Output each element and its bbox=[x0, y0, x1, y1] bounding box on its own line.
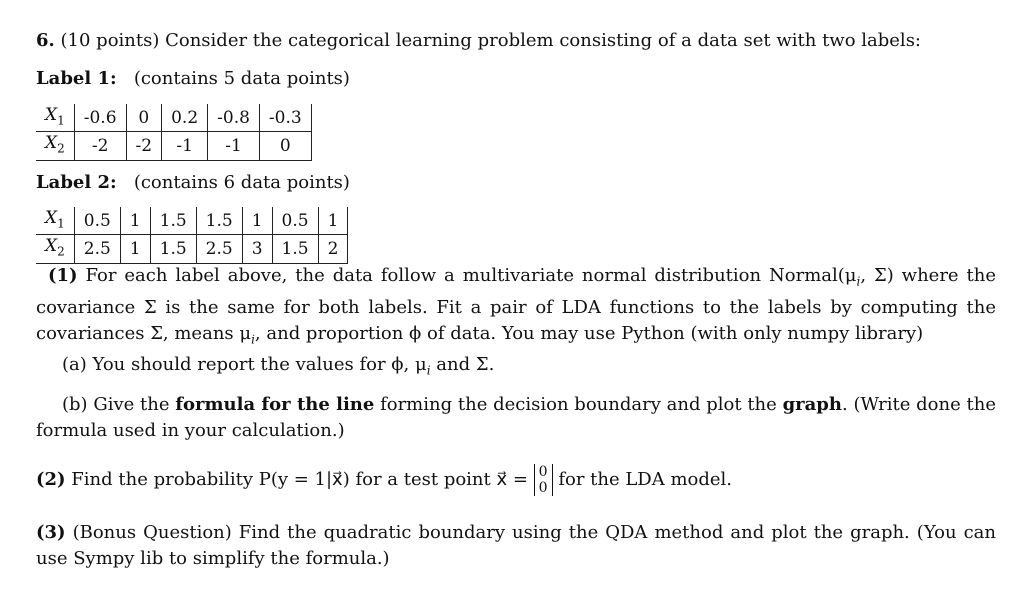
table-cell: 0.5 bbox=[272, 207, 318, 235]
label1-row-x2 bbox=[36, 132, 311, 160]
part1a-end: and Σ. bbox=[430, 354, 495, 375]
label2-row-x1 bbox=[36, 207, 348, 235]
table-cell: 1 bbox=[120, 207, 150, 235]
table-cell: -2 bbox=[74, 132, 126, 160]
table-cell: 1 bbox=[242, 207, 272, 235]
table-cell: 0.2 bbox=[162, 104, 208, 132]
part1b-line2: formula used in your calculation.) bbox=[36, 420, 345, 441]
label1-title: Label 1: bbox=[36, 68, 117, 89]
table-cell: 2.5 bbox=[74, 235, 120, 263]
table-cell: 1.5 bbox=[196, 207, 242, 235]
label1-desc: (contains 5 data points) bbox=[133, 68, 350, 89]
part2-tag: (2) bbox=[36, 469, 66, 490]
part1-line2: covariance Σ is the same for both labels. Fit a pair of LDA functions to the labels by computing the bbox=[36, 296, 996, 318]
label2-row-x2 bbox=[36, 235, 348, 263]
row-header: $X_2$ bbox=[36, 235, 74, 263]
part2-text: Find the probability P(y = 1|x⃗) for a test point x⃗ = bbox=[71, 469, 528, 490]
label2-title: Label 2: bbox=[36, 172, 117, 193]
label1-table bbox=[36, 104, 312, 161]
part1-tag: (1) bbox=[48, 265, 78, 286]
label1-row-x1 bbox=[36, 104, 311, 132]
part2-end: for the LDA model. bbox=[558, 469, 733, 490]
part1b-end: . (Write done the bbox=[841, 394, 996, 415]
label2-desc: (contains 6 data points) bbox=[133, 172, 350, 193]
part3-tag: (3) bbox=[36, 522, 66, 543]
part1b-mid: forming the decision boundary and plot the bbox=[374, 394, 783, 415]
table-cell: -1 bbox=[208, 132, 260, 160]
part1b-bold1: formula for the line bbox=[175, 394, 375, 415]
part1-line3-end: , and proportion ϕ of data. You may use Python (with only numpy library) bbox=[254, 322, 924, 344]
table-cell: 0 bbox=[259, 132, 311, 160]
part1-line3-sub: i bbox=[251, 332, 255, 347]
part1a bbox=[62, 354, 494, 378]
part1-paragraph bbox=[36, 263, 996, 352]
part1b-bold2: graph bbox=[782, 394, 842, 415]
table-cell: 2 bbox=[318, 235, 348, 263]
table-cell: -1 bbox=[162, 132, 208, 160]
label2-table bbox=[36, 207, 348, 264]
question-heading bbox=[36, 30, 921, 51]
vector-top: 0 bbox=[538, 464, 548, 480]
table-cell: 1.5 bbox=[150, 207, 196, 235]
question-number: 6. bbox=[36, 30, 55, 51]
table-cell: -0.6 bbox=[74, 104, 126, 132]
part1-line3: covariances Σ, means μ bbox=[36, 322, 252, 344]
table-cell: 0 bbox=[126, 104, 162, 132]
part1-line1-sub: i bbox=[856, 274, 861, 289]
row-header: $X_2$ bbox=[36, 132, 74, 160]
row-header: $X_1$ bbox=[36, 207, 74, 235]
test-point-vector bbox=[534, 464, 553, 496]
part1b-paragraph bbox=[36, 392, 996, 444]
part1b-start: (b) Give the bbox=[62, 394, 176, 415]
label1-heading bbox=[36, 68, 350, 89]
table-cell: 2.5 bbox=[196, 235, 242, 263]
table-cell: 1.5 bbox=[272, 235, 318, 263]
table-cell: 1 bbox=[120, 235, 150, 263]
part1a-sub: i bbox=[426, 363, 431, 378]
label1-table-wrap bbox=[36, 104, 312, 161]
label2-heading bbox=[36, 172, 350, 193]
part3-line2: use Sympy lib to simplify the formula.) bbox=[36, 548, 390, 569]
table-cell: 0.5 bbox=[74, 207, 120, 235]
table-cell: 1 bbox=[318, 207, 348, 235]
part1-line1: For each label above, the data follow a multivariate normal distribution Normal(μ bbox=[85, 265, 857, 286]
table-cell: 3 bbox=[242, 235, 272, 263]
label2-table-wrap bbox=[36, 207, 348, 264]
part2 bbox=[36, 462, 732, 498]
part1a-text: (a) You should report the values for ϕ, μ bbox=[62, 354, 427, 375]
question-intro: (10 points) Consider the categorical learning problem consisting of a data set with two labels: bbox=[60, 30, 921, 51]
table-cell: -2 bbox=[126, 132, 162, 160]
row-header: $X_1$ bbox=[36, 104, 74, 132]
part3-line1: (Bonus Question) Find the quadratic boundary using the QDA method and plot the graph. (You can bbox=[72, 522, 996, 543]
part3-paragraph bbox=[36, 520, 996, 572]
table-cell: 1.5 bbox=[150, 235, 196, 263]
table-cell: -0.3 bbox=[259, 104, 311, 132]
vector-bottom: 0 bbox=[538, 480, 548, 496]
part1-line1-end: , Σ) where the bbox=[860, 265, 996, 286]
table-cell: -0.8 bbox=[208, 104, 260, 132]
